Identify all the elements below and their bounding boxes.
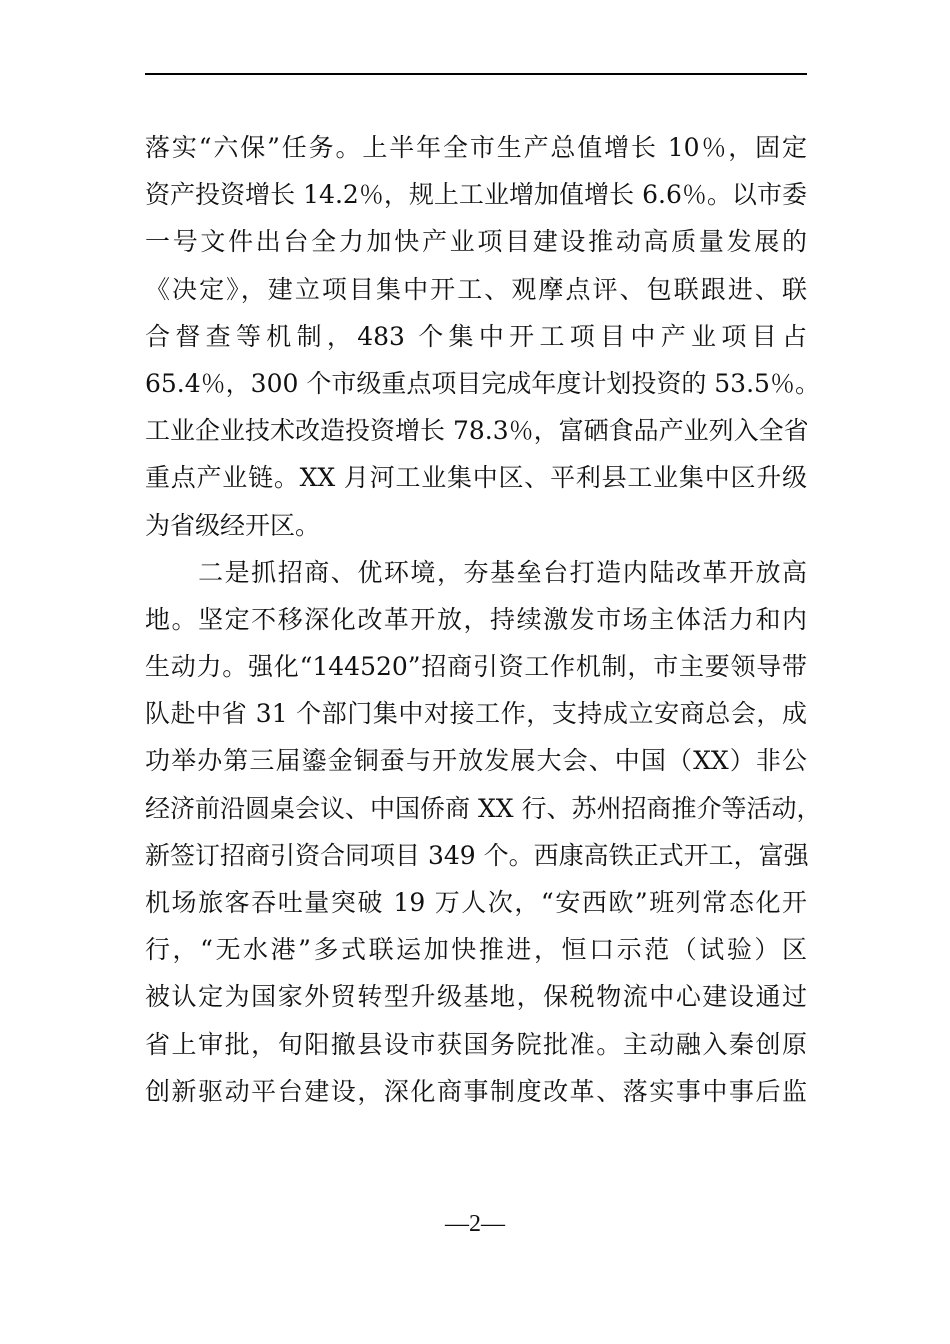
header-rule bbox=[145, 73, 807, 75]
text-line: 省上审批，旬阳撤县设市获国务院批准。主动融入秦创原 bbox=[145, 1029, 807, 1059]
text-line: 创新驱动平台建设，深化商事制度改革、落实事中事后监 bbox=[145, 1076, 807, 1106]
text-line: 经济前沿圆桌会议、中国侨商 XX 行、苏州招商推介等活动， bbox=[145, 793, 822, 823]
text-line: 新签订招商引资合同项目 349 个。西康高铁正式开工，富强 bbox=[145, 840, 809, 870]
text-line: 合督查等机制，483 个集中开工项目中产业项目占 bbox=[145, 321, 807, 351]
text-line: 生动力。强化“144520”招商引资工作机制，市主要领导带 bbox=[145, 652, 807, 682]
text-line: 《决定》，建立项目集中开工、观摩点评、包联跟进、联 bbox=[145, 274, 807, 304]
text-line: 资产投资增长 14.2％，规上工业增加值增长 6.6％。以市委 bbox=[145, 180, 807, 210]
text-line: 被认定为国家外贸转型升级基地，保税物流中心建设通过 bbox=[145, 982, 807, 1012]
text-line: 二是抓招商、优环境，夯基垒台打造内陆改革开放高 bbox=[145, 557, 807, 587]
text-line: 行，“无水港”多式联运加快推进，恒口示范（试验）区 bbox=[145, 935, 807, 965]
body-text bbox=[145, 124, 822, 1115]
text-line: 为省级经开区。 bbox=[145, 510, 321, 540]
text-line: 落实“六保”任务。上半年全市生产总值增长 10％，固定 bbox=[145, 133, 807, 162]
text-line: 65.4％，300 个市级重点项目完成年度计划投资的 53.5％。 bbox=[145, 368, 820, 398]
text-line: 重点产业链。XX 月河工业集中区、平利县工业集中区升级 bbox=[145, 463, 807, 493]
text-line: 机场旅客吞吐量突破 19 万人次，“安西欧”班列常态化开 bbox=[145, 888, 807, 917]
text-line: 队赴中省 31 个部门集中对接工作，支持成立安商总会，成 bbox=[145, 699, 807, 729]
page-number: —2— bbox=[445, 1211, 505, 1237]
text-line: 功举办第三届鎏金铜蚕与开放发展大会、中国（XX）非公 bbox=[145, 746, 807, 776]
text-line: 地。坚定不移深化改革开放，持续激发市场主体活力和内 bbox=[145, 604, 807, 634]
text-line: 一号文件出台全力加快产业项目建设推动高质量发展的 bbox=[145, 227, 807, 257]
text-line: 工业企业技术改造投资增长 78.3％，富硒食品产业列入全省 bbox=[145, 416, 809, 446]
